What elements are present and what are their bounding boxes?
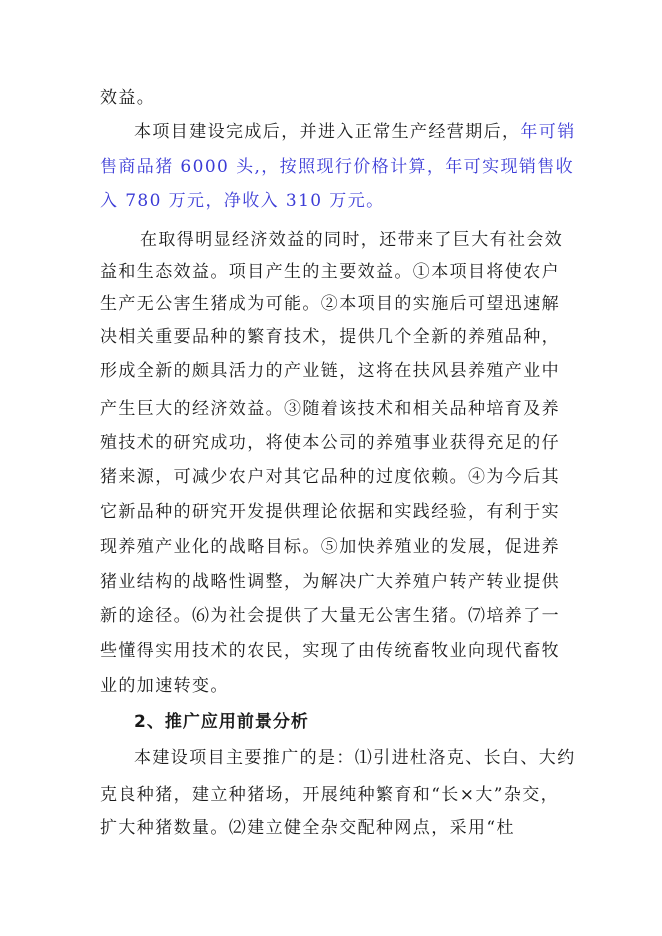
text-line [0,120,662,144]
section-heading: 2、推广应用前景分析 [134,712,309,732]
text-line: 本建设项目主要推广的是：⑴引进杜洛克、长白、大约 [134,748,576,768]
text-line: 猪业结构的战略性调整，为解决广大养殖户转产转业提供 [100,572,560,592]
text-line: 扩大种猪数量。⑵建立健全杂交配种网点，采用“杜 [100,818,515,838]
highlighted-text-line: 入 780 万元，净收入 310 万元。 [100,191,385,211]
text-line: 决相关重要品种的繁育技术，提供几个全新的养殖品种， [100,327,560,347]
text-line: 克良种猪，建立种猪场，开展纯种繁育和“长×大”杂交， [100,785,560,805]
text-line: 生产无公害生猪成为可能。②本项目的实施后可望迅速解 [100,294,560,314]
highlighted-text: 年可销 [520,122,576,142]
text-line: 现养殖产业化的战略目标。⑤加快养殖业的发展，促进养 [100,537,560,557]
text-line: 它新品种的研究开发提供理论依据和实践经验，有利于实 [100,502,560,522]
text-line: 在取得明显经济效益的同时，还带来了巨大有社会效 [140,230,564,250]
text-span: 本项目建设完成后，并进入正常生产经营期后， [134,122,521,142]
text-line: 新的途径。⑹为社会提供了大量无公害生猪。⑺培养了一 [100,606,560,626]
highlighted-text-line: 售商品猪 6000 头,，按照现行价格计算，年可实现销售收 [100,157,575,177]
text-line: 业的加速转变。 [100,676,229,696]
text-line: 产生巨大的经济效益。③随着该技术和相关品种培育及养 [100,399,560,419]
text-line: 效益。 [100,88,156,108]
text-line: 益和生态效益。项目产生的主要效益。①本项目将使农户 [100,262,560,282]
text-line: 殖技术的研究成功，将使本公司的养殖事业获得充足的仔 [100,433,560,453]
text-line: 猪来源，可减少农户对其它品种的过度依赖。④为今后其 [100,467,560,487]
text-line: 形成全新的颇具活力的产业链，这将在扶风县养殖产业中 [100,361,560,381]
text-line: 些懂得实用技术的农民，实现了由传统畜牧业向现代畜牧 [100,641,560,661]
